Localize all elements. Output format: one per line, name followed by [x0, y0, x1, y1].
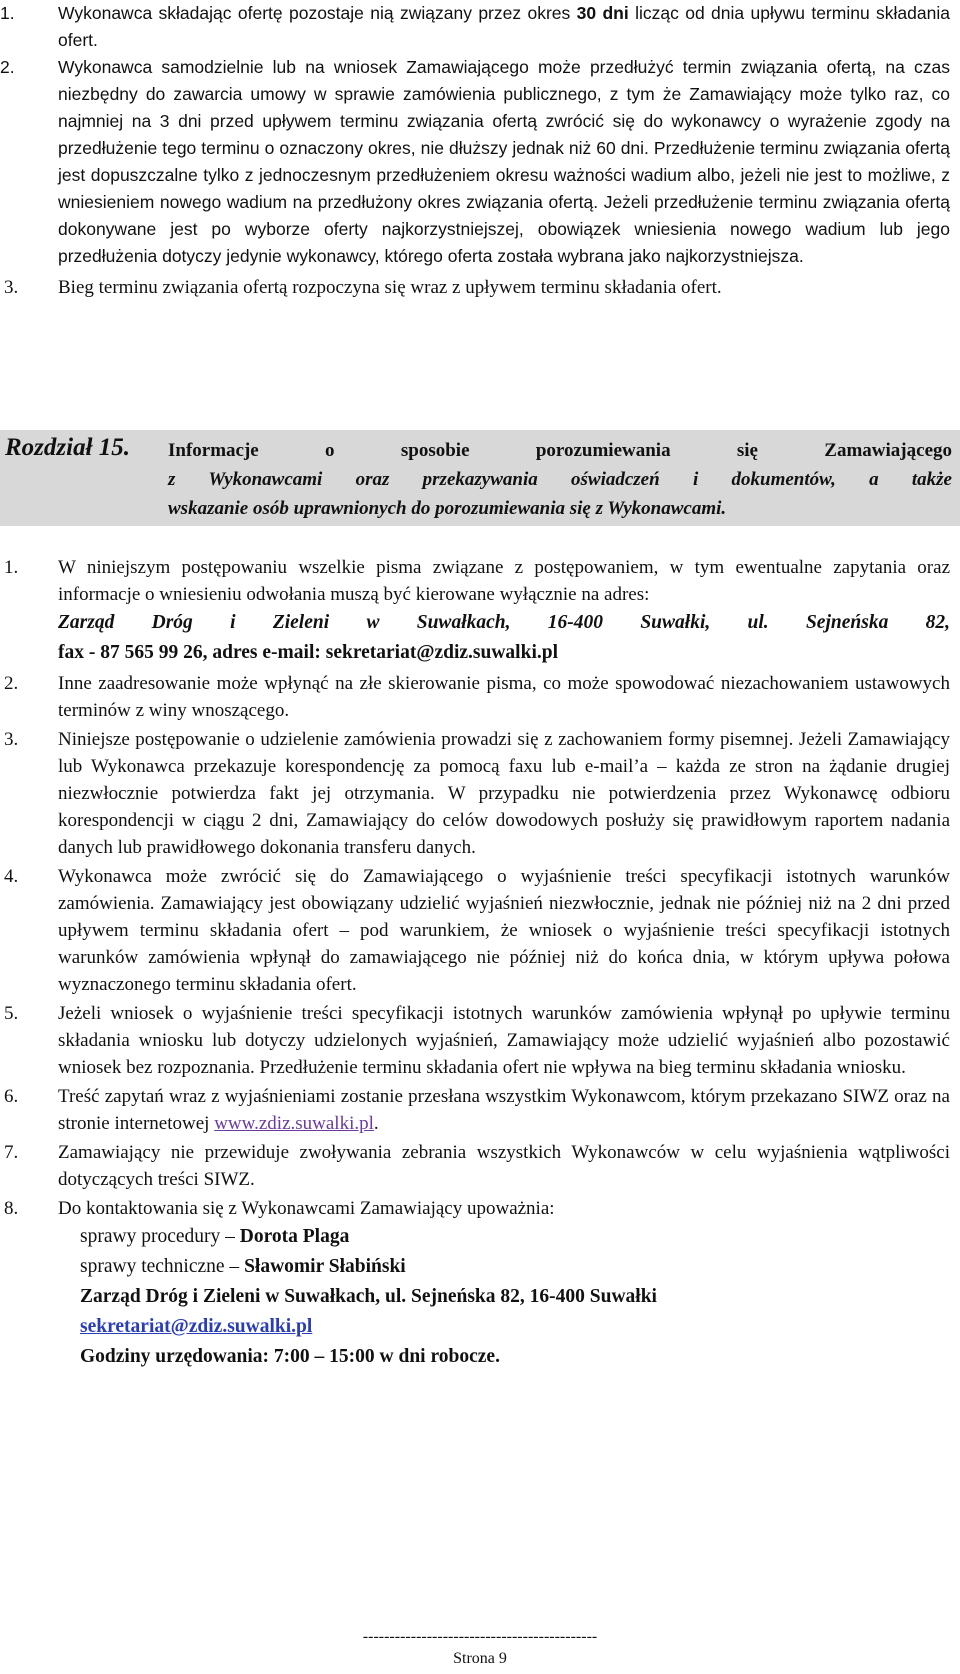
contact-email — [80, 1312, 960, 1342]
item-number: 6. — [4, 1086, 19, 1107]
item-text: Wykonawca samodzielnie lub na wniosek Zamawiającego może przedłużyć termin związania ofertą, na czas niezbędny do zawarcia umowy w sprawie zamówienia publicznego, z tym że Zamawiający może tylko raz, co najmniej na 3 dni przed upływem terminu związania ofertą zwrócić się do wykonawcy o wyrażenie zgody na przedłużenie tego terminu o oznaczony okres, nie dłuższy jednak niż 60 dni. Przedłużenie terminu związania ofertą jest dopuszczalne tylko z jednoczesnym przedłużeniem okresu ważności wadium albo, jeżeli nie jest to możliwe, z wniesieniem nowego wadium na przedłużony okres związania ofertą. Jeżeli przedłużenie terminu związania ofertą dokonywane jest po wyborze oferty najkorzystniejszej, obowiązek wniesienia nowego wadium lub jego przedłużenia dotyczy jedynie wykonawcy, którego oferta została wybrana jako najkorzystniejsza. — [58, 57, 950, 266]
item-number: 8. — [4, 1198, 19, 1219]
item-number: 3. — [4, 277, 19, 298]
item-text: Wykonawca składając ofertę pozostaje nią związany przez okres 30 dni licząc od dnia upływu terminu składania ofert. — [58, 3, 950, 50]
item-text: Treść zapytań wraz z wyjaśnieniami zostanie przesłana wszystkim Wykonawcom, którym przekazano SIWZ oraz na stronie internetowej www.zdiz.suwalki.pl. — [58, 1086, 950, 1134]
list-item — [0, 1000, 960, 1081]
item-text: Bieg terminu związania ofertą rozpoczyna się wraz z upływem terminu składania ofert. — [58, 277, 722, 298]
communication-section — [0, 554, 960, 1372]
fax-email-line: fax - 87 565 99 26, adres e-mail: sekretariat@zdiz.suwalki.pl — [58, 642, 559, 663]
item-text: Niniejsze postępowanie o udzielenie zamówienia prowadzi się z zachowaniem formy pisemnej. Jeżeli Zamawiający lub Wykonawca przekazuje korespondencję za pomocą faxu lub e-mail’a – każda ze stron na żądanie drugiej niezwłocznie potwierdza fakt jej otrzymania. W przypadku nie potwierdzenia przez Wykonawcę odbioru korespondencji w ciągu 2 dni, Zamawiający do celów dowodowych posłuży się prawidłowym raportem nadania danych lub prawidłowego dokonania transferu danych. — [58, 729, 950, 858]
page-number: Strona 9 — [453, 1650, 507, 1667]
binding-period-section — [0, 0, 960, 301]
item-text: Inne zaadresowanie może wpłynąć na złe skierowanie pisma, co może spowodować niezachowaniem ustawowych terminów z winy wnoszącego. — [58, 673, 950, 721]
item-number: 4. — [4, 866, 19, 887]
website-link[interactable]: www.zdiz.suwalki.pl — [214, 1113, 374, 1134]
address-line: Zarząd Dróg i Zieleni w Suwałkach, 16-400 Suwałki, ul. Sejneńska 82, — [58, 612, 950, 633]
list-item — [0, 54, 960, 270]
item-text: Do kontaktowania się z Wykonawcami Zamawiający upoważnia: — [58, 1198, 555, 1219]
item-number: 3. — [4, 729, 19, 750]
item-text: Jeżeli wniosek o wyjaśnienie treści specyfikacji istotnych warunków zamówienia wpłynął po upływie terminu składania wniosku lub dotyczy udzielonych wyjaśnień, Zamawiający może udzielić wyjaśnień albo pozostawić wniosek bez rozpoznania. Przedłużenie terminu składania ofert nie wpływa na bieg terminu składania wniosku. — [58, 1003, 950, 1078]
technical-contact: sprawy techniczne – Sławomir Słabiński — [80, 1256, 406, 1277]
item-number: 1. — [4, 557, 19, 578]
list-item — [0, 274, 960, 301]
list-item — [0, 0, 960, 54]
list-item — [0, 1139, 960, 1193]
item-number: 5. — [4, 1003, 19, 1024]
list-item — [0, 1195, 960, 1222]
item-number: 7. — [4, 1142, 19, 1163]
item-number: 2. — [0, 57, 15, 77]
office-address: Zarząd Dróg i Zieleni w Suwałkach, ul. Sejneńska 82, 16-400 Suwałki — [80, 1286, 657, 1307]
list-item — [0, 863, 960, 998]
list-item — [0, 554, 960, 668]
list-item — [0, 726, 960, 861]
office-hours: Godziny urzędowania: 7:00 – 15:00 w dni robocze. — [80, 1346, 500, 1367]
item-text: Wykonawca może zwrócić się do Zamawiającego o wyjaśnienie treści specyfikacji istotnych warunków zamówienia. Zamawiający jest obowiązany udzielić wyjaśnień niezwłocznie, jednak nie później niż na 2 dni przed upływem terminu składania ofert – pod warunkiem, że wniosek o wyjaśnienie treści specyfikacji istotnych warunków zamówienia wpłynął do zamawiającego nie później niż do końca dnia, w którym upływa połowa wyznaczonego terminu składania ofert. — [58, 866, 950, 995]
footer-separator: -------------------------------------------- — [362, 1628, 598, 1645]
email-link[interactable]: sekretariat@zdiz.suwalki.pl — [80, 1316, 313, 1337]
procedure-contact: sprawy procedury – Dorota Plaga — [80, 1226, 350, 1247]
item-number: 1. — [0, 3, 15, 23]
item-text: Zamawiający nie przewiduje zwoływania zebrania wszystkich Wykonawców w celu wyjaśnienia wątpliwości dotyczących treści SIWZ. — [58, 1142, 950, 1190]
list-item — [0, 1083, 960, 1137]
chapter-label: Rozdział 15. — [5, 434, 131, 461]
list-item — [0, 670, 960, 724]
item-text: W niniejszym postępowaniu wszelkie pisma związane z postępowaniem, w tym ewentualne zapytania oraz informacje o wniesieniu odwołania muszą być kierowane wyłącznie na adres: Zarząd Dróg i Zieleni w Suwałkach, 16-400 Suwałki, ul. Sejneńska 82, fax - 87 565 99 26, adres e-mail: sekretariat@zdiz.suwalki.pl — [58, 554, 960, 668]
contact-block — [0, 1222, 960, 1372]
item-number: 2. — [4, 673, 19, 694]
chapter-heading — [0, 430, 960, 526]
chapter-title: Informacje o sposobie porozumiewania się Zamawiającego z Wykonawcami oraz przekazywania oświadczeń i dokumentów, a także wskazanie osób uprawnionych do porozumiewania się z Wykonawcami. — [168, 440, 952, 519]
